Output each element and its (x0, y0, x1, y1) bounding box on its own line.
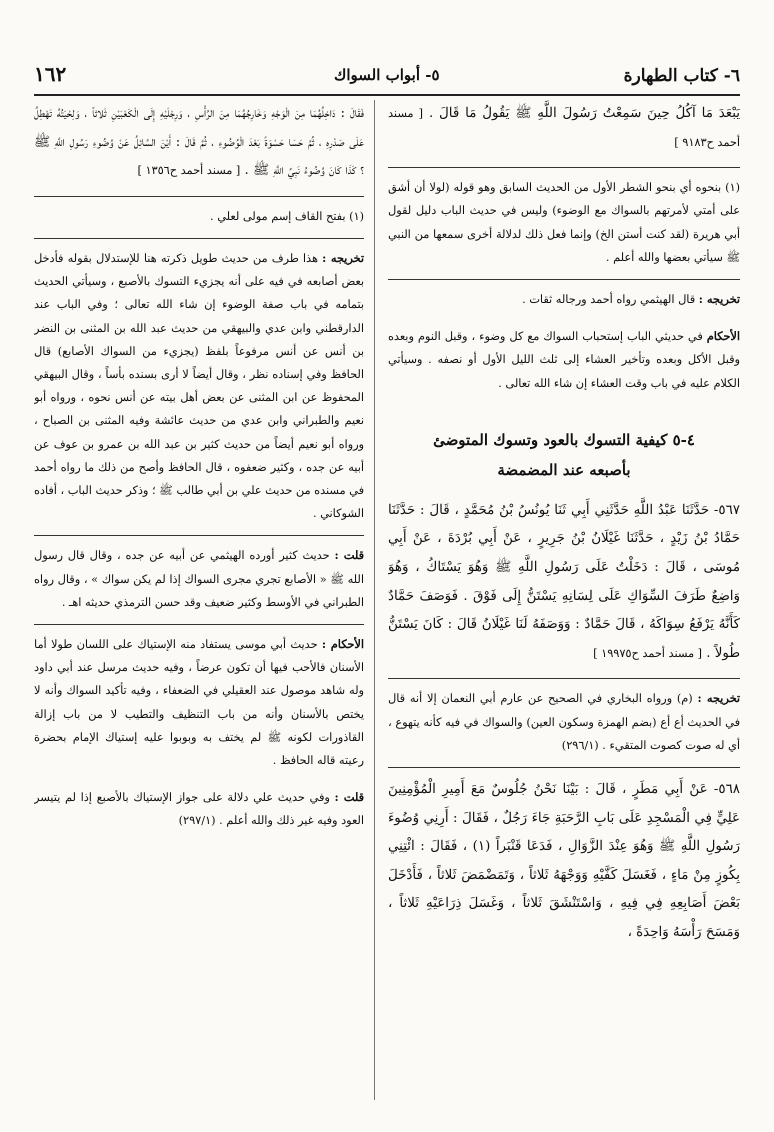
section-heading: ٤-٥ كيفية التسوك بالعود وتسوك المتوضئ بأصبعه عند المضمضة (433, 430, 695, 479)
hadith-reference: [ مسند أحمد ح١٣٥٦ ] (137, 164, 241, 178)
right-column (388, 100, 740, 1110)
book-title: ٦- كتاب الطهارة (623, 66, 740, 86)
section-divider (34, 238, 364, 239)
footnote: (١) بنحوه أي بنحو الشطر الأول من الحديث السابق وهو قوله (لولا أن أشق على أمتي لأمرتهم بالسواك مع الوضوء) وليس في حديث الباب دليل لقول أبي هريرة (لقد كنت أستن الخ) وإنما فعل ذلك لدلالة أخرى سمعها من النبي ﷺ سيأتي بعضها والله أعلم . (388, 181, 740, 264)
column-divider (374, 100, 375, 1100)
takhrij-paragraph: تخريجه : (م) ورواه البخاري في الصحيح عن عارم أبي النعمان إلا أنه قال في الحديث أع أع (بضم الهمزة وسكون العين) والسواك في فيه كأنه يتهوع ، أي له صوت كصوت المتقيء . (٢٩٦/١) (388, 691, 740, 752)
page-header (34, 58, 740, 96)
qult-paragraph: قلت : حديث كثير أورده الهيثمي عن أبيه عن جده ، وقال قال رسول الله ﷺ « الأصابع تجري مجرى السواك إذا لم يكن سواك » ، وقال رواه الطبراني في الأوسط وكثير ضعيف وقد حسن الترمذي حديثه اهـ . (34, 548, 364, 609)
hadith-567: ٥٦٧- حَدَّثَنَا عَبْدُ اللَّهِ حَدَّثَنِي أَبِي ثَنَا يُونُسُ بْنُ مُحَمَّدٍ ، قَالَ : حَدَّثَنَا حَمَّادُ بْنُ زَيْدٍ ، حَدَّثَنَا غَيْلَانُ بْنُ جَرِيرٍ ، عَنْ أَبِي بُرْدَةَ ، عَنْ أَبِي مُوسَى ، قَالَ : دَخَلْتُ عَلَى رَسُولِ اللَّهِ ﷺ وَهُوَ يَسْتَاكُ ، وَهُوَ وَاضِعٌ طَرَفَ السِّوَاكِ عَلَى لِسَانِهِ يَسْتَنُّ إِلَى فَوْقَ . فَوَصَفَ حَمَّادٌ كَأَنَّهُ يَرْفَعُ سِوَاكَهُ ، قَالَ حَمَّادٌ : وَوَصَفَهُ لَنَا غَيْلَانُ قَالَ : كَانَ يَسْتَنُّ طُولاً . [ مسند أحمد ح١٩٩٧٥ ] (388, 502, 740, 661)
hadith-reference: [ مسند أحمد ح١٩٩٧٥ ] (593, 646, 702, 660)
footnote-divider (34, 196, 364, 197)
takhrij-paragraph: تخريجه : قال الهيثمي رواه أحمد ورجاله ثقات . (522, 292, 740, 306)
ahkam-paragraph: الأحكام : حديث أبي موسى يستفاد منه الإستياك على اللسان طولا أما الأسنان فالأحب فيها أن تكون عرضاً ، وفيه حديث مرسل عند أبي داود وله شاهد موصول عند العقيلي في الضعفاء ، وفيه تأكيد السواك وأنه لا يختص بالأسنان وأنه من باب التنظيف والتطيب لا من باب إزالة القاذورات لكونه ﷺ لم يختف به وبوبوا عليه إستياك الإمام بحضرة رعيته قاله الحافظ . (34, 637, 364, 768)
section-divider (388, 678, 740, 679)
footnote: (١) بفتح القاف إسم مولى لعلي . (210, 209, 364, 223)
section-divider (34, 624, 364, 625)
left-column (34, 100, 364, 1110)
hadith-continuation: يَبْعَدَ مَا آكُلُ حِينَ سَمِعْتُ رَسُولَ اللَّهِ ﷺ يَقُولُ مَا قَالَ . [ مسند أحمد ح٩١٨٣ ] (388, 106, 740, 149)
hadith-reference: [ مسند أحمد ح٩١٨٣ ] (388, 107, 740, 149)
chapter-title: ٥- أبواب السواك (334, 66, 440, 84)
hadith-568: ٥٦٨- عَنْ أَبِي مَطَرٍ ، قَالَ : بَيْنَا نَحْنُ جُلُوسٌ مَعَ أَمِيرِ الْمُؤْمِنِينَ عَلِيٍّ فِي الْمَسْجِدِ عَلَى بَابِ الرَّحَبَةِ جَاءَ رَجُلٌ ، فَقَالَ : أَرِنِي وُضُوءَ رَسُولِ اللَّهِ ﷺ وَهُوَ عِنْدَ الزَّوَالِ ، فَدَعَا قَنْبَراً (١) ، فَقَالَ : ائْتِنِي بِكُوزٍ مِنْ مَاءٍ ، فَغَسَلَ كَفَّيْهِ وَوَجْهَهُ ثَلاثاً ، وَتَمَضْمَضَ ثَلاثاً ، فَأَدْخَلَ بَعْضَ أَصَابِعِهِ فِي فِيهِ ، وَاسْتَنْشَقَ ثَلاثاً ، وَغَسَلَ ذِرَاعَيْهِ ثَلاثاً ، وَمَسَحَ رَأْسَهُ وَاحِدَةً ، (388, 781, 740, 940)
section-divider (34, 535, 364, 536)
section-divider (388, 279, 740, 280)
page-number: ١٦٢ (34, 62, 67, 86)
hadith-continuation: فَقَالَ : دَاخِلُهُمَا مِنَ الْوَجْهِ وَخَارِجُهُمَا مِنَ الرَّأْسِ ، وَرِجْلَيْهِ إِلَى الْكَعْبَيْنِ ثَلاثاً ، وَلِحْيَتُهُ تَهْطِلُ عَلَى صَدْرِهِ ، ثُمَّ حَسَا حَسْوَةً بَعْدَ الْوُضُوءِ ، ثُمَّ قَالَ : أَيْنَ السَّائِلُ عَنْ وُضُوءِ رَسُولِ اللَّهِ ﷺ ؟ كَذَا كَانَ وُضُوءُ نَبِيِّ اللَّهِ ﷺ . [ مسند أحمد ح١٣٥٦ ] (34, 106, 364, 179)
ahkam-paragraph: الأحكام في حديثي الباب إستحباب السواك مع كل وضوء ، وقبل النوم وبعده وقبل الأكل وبعده وتأخير العشاء إلى ثلث الليل الأول أو نصفه . وسيأتي الكلام عليه في باب وقت العشاء إن شاء الله تعالى . (388, 329, 740, 390)
takhrij-paragraph: تخريجه : هذا طرف من حديث طويل ذكرته هنا للإستدلال بقوله فأدخل بعض أصابعه في فيه على أنه يجزيء التسوك بالأصبع ، وسيأتي الحديث بتمامه في باب صفة الوضوء إن شاء الله تعالى ؛ وفي الباب عند الدارقطني وابن عدي والبيهقي من حديث عبد الله بن المثنى بن النضر بن أنس عن أنس مرفوعاً بلفظ (يجزيء من السواك الأصابع) قال الحافظ وفي إسناده نظر ، وقال أيضاً لا أرى بسنده بأساً ، وقال البيهقي المحفوظ عن ابن المثنى عن بعض أهل بيته عن أنس نحوه ، ورواه أبو نعيم والطبراني وابن عدي من حديث عائشة وفيه المثنى بن الصباح ، ورواه أبو نعيم أيضاً من حديث كثير بن عبد الله بن عمرو بن عوف عن أبيه عن جده ، وكثير ضعفوه ، قال الحافظ وأصح من ذلك ما رواه أحمد في مسنده من حديث علي بن أبي طالب ﷺ ؛ وذكر حديث الباب ، أفاده الشوكاني . (34, 250, 364, 521)
footnote-divider (388, 167, 740, 168)
section-divider (388, 767, 740, 768)
qult-paragraph: قلت : وفي حديث علي دلالة على جواز الإستياك بالأصبع إذا لم يتيسر العود وفيه غير ذلك والله أعلم . (٢٩٧/١) (34, 790, 364, 828)
